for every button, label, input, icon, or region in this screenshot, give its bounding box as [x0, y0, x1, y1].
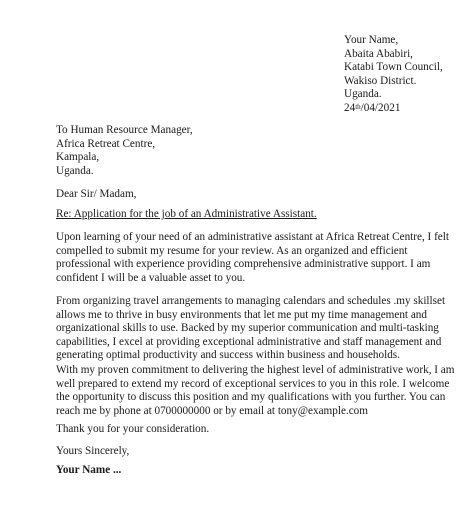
- paragraph-line: organizational skills to use. Backed by my superior communication and multi-tasking: [56, 322, 439, 335]
- sender-line: Wakiso District.: [344, 74, 417, 87]
- paragraph-line: From organizing travel arrangements to managing calendars and schedules .my skillset: [56, 295, 446, 307]
- date-suffix: th: [355, 102, 361, 111]
- paragraph-line: confident I will be a valuable asset to you.: [56, 271, 246, 284]
- paragraph-line: compelled to submit my resume for your review. As an organized and efficient: [56, 244, 408, 257]
- recipient-line: Kampala,: [56, 151, 100, 164]
- sender-line: Uganda.: [344, 88, 382, 101]
- paragraph-line: the opportunity to discuss this position and my qualifications with you further. You can: [56, 391, 446, 404]
- letter-date: [344, 102, 443, 116]
- sender-line: Your Name,: [344, 34, 399, 46]
- date-rest: /04/2021: [360, 101, 401, 114]
- thanks-line: Thank you for your consideration.: [56, 423, 210, 435]
- paragraph-line: Upon learning of your need of an administrative assistant at Africa Retreat Centre, I felt: [56, 231, 449, 243]
- salutation: Dear Sir/ Madam,: [56, 188, 137, 200]
- closing-line: Yours Sincerely,: [56, 445, 130, 457]
- paragraph-line: professional with experience providing comprehensive administrative support. I am: [56, 258, 431, 271]
- recipient-line: Africa Retreat Centre,: [56, 137, 156, 150]
- paragraph-commitment: [56, 364, 455, 418]
- recipient-line: Uganda.: [56, 164, 94, 177]
- recipient-line: To Human Resource Manager,: [56, 124, 193, 136]
- paragraph-line: well prepared to extend my record of exceptional services to you in this role. I welcome: [56, 377, 450, 390]
- paragraph-skills: [56, 295, 446, 363]
- paragraph-introduction: [56, 231, 449, 285]
- paragraph-line: capabilities, I excel at providing exceptional administrative and staff management and: [56, 335, 442, 348]
- paragraph-line: With my proven commitment to delivering the highest level of administrative work, I am: [56, 364, 455, 376]
- date-day: 24: [344, 101, 356, 114]
- paragraph-line: reach me by phone at 0700000000 or by email at tony@example.com: [56, 404, 368, 417]
- sender-line: Abaita Ababiri,: [344, 47, 413, 60]
- sender-address: [344, 34, 443, 116]
- paragraph-line: allows me to thrive in busy environments that let me put my time management and: [56, 308, 427, 321]
- subject-line: Re: Application for the job of an Administrative Assistant.: [56, 208, 317, 220]
- signature-name: Your Name ...: [56, 464, 122, 476]
- recipient-address: [56, 124, 193, 178]
- paragraph-line: generating optimal productivity and success within business and households.: [56, 349, 400, 362]
- sender-line: Katabi Town Council,: [344, 61, 443, 74]
